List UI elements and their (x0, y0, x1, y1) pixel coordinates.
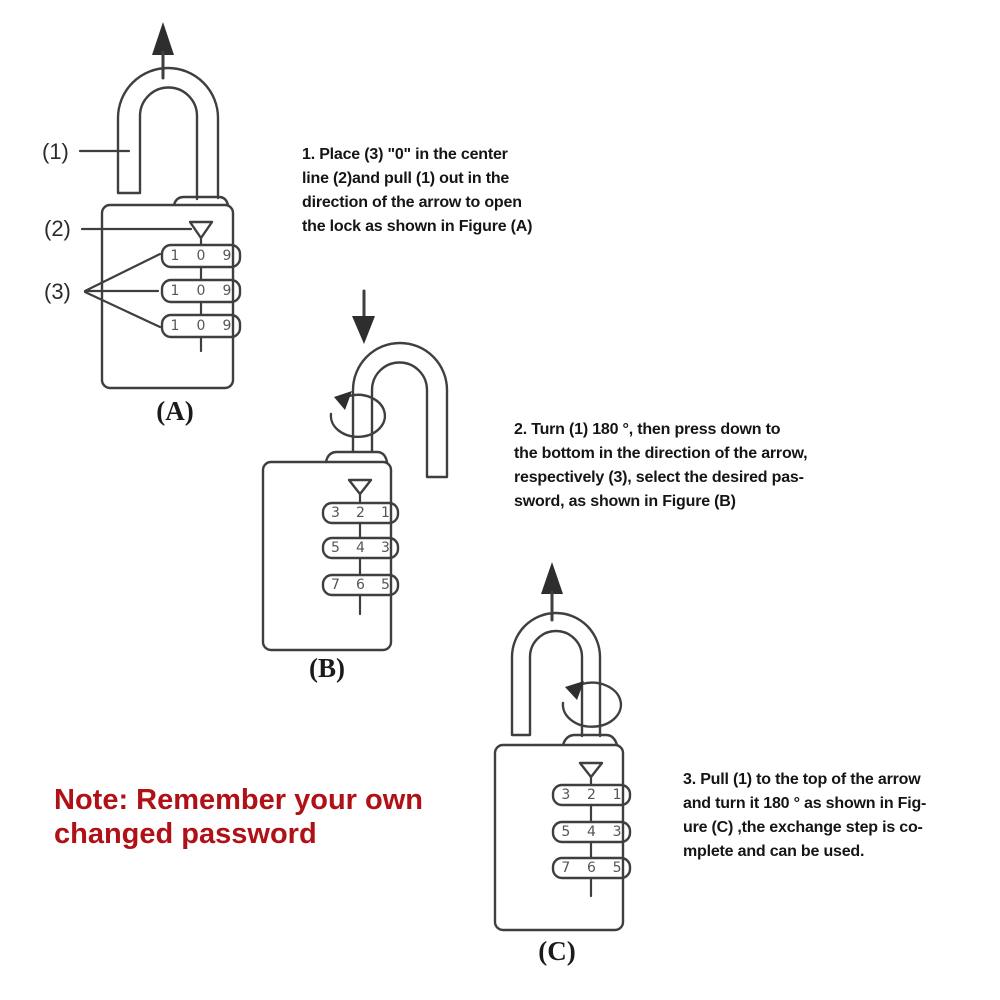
dial-digit: 6 (356, 577, 365, 593)
dial-digit: 5 (331, 540, 340, 556)
step-2-line-1: 2. Turn (1) 180 °, then press down to (514, 421, 781, 438)
dial-digit: 9 (222, 283, 232, 299)
step-2-line-2: the bottom in the direction of the arrow, (514, 445, 808, 462)
dial-digit: 1 (170, 248, 180, 264)
collar-b (326, 452, 387, 462)
note-line-2: changed password (54, 818, 317, 850)
shackle-a (118, 68, 218, 199)
dial-digit: 1 (612, 787, 622, 803)
step-1-text (302, 143, 532, 239)
dial-digit: 3 (331, 505, 340, 521)
index-marker-c (580, 763, 602, 777)
dial-digit: 6 (587, 860, 596, 876)
step-2-text (514, 418, 807, 514)
step-1-line-4: the lock as shown in Figure (A) (302, 218, 533, 235)
dial-digit: 3 (561, 787, 571, 803)
down-arrow-icon (352, 316, 375, 344)
dial-digit: 2 (587, 787, 596, 803)
step-3-line-2: and turn it 180 ° as shown in Fig- (683, 795, 927, 812)
padlock-b-drawing (263, 291, 447, 650)
collar-c (563, 735, 617, 745)
dial-b-1-digits (323, 503, 398, 523)
rotate-arrow-icon-b (334, 391, 352, 410)
dial-a-3-digits (162, 315, 240, 337)
dial-digit: 5 (561, 824, 571, 840)
dial-digit: 5 (381, 577, 390, 593)
step-3-line-1: 3. Pull (1) to the top of the arrow (683, 771, 921, 788)
step-1-line-2: line (2)and pull (1) out in the (302, 170, 510, 187)
dial-digit: 0 (196, 248, 206, 264)
dial-digit: 2 (356, 505, 365, 521)
callout-3-label: (3) (44, 279, 71, 304)
dial-digit: 5 (612, 860, 622, 876)
callout-2-label: (2) (44, 216, 71, 241)
dial-b-2-digits (323, 538, 398, 558)
dial-a-2-digits (162, 280, 240, 302)
step-1-line-3: direction of the arrow to open (302, 194, 522, 211)
dial-b-3-digits (323, 575, 398, 595)
shackle-c (512, 613, 600, 736)
index-marker-a (190, 222, 212, 238)
figure-b-caption: (B) (309, 653, 345, 683)
dial-digit: 4 (587, 824, 596, 840)
step-2-line-3: respectively (3), select the desired pas- (514, 469, 804, 486)
dial-c-2-digits (553, 822, 630, 842)
dial-digit: 7 (561, 860, 571, 876)
dial-digit: 4 (356, 540, 365, 556)
step-3-text (683, 768, 926, 864)
dial-digit: 1 (170, 318, 180, 334)
up-arrow-icon (152, 22, 174, 55)
step-3-line-4: mplete and can be used. (683, 843, 865, 860)
index-marker-b (349, 480, 371, 494)
step-2-line-4: sword, as shown in Figure (B) (514, 493, 736, 510)
figure-a-caption: (A) (156, 396, 194, 426)
leader-lines-3 (85, 254, 160, 327)
note-text (54, 783, 423, 851)
note-line-1: Note: Remember your own (54, 784, 423, 816)
callout-1-label: (1) (42, 139, 69, 164)
dial-digit: 1 (381, 505, 390, 521)
dial-digit: 9 (222, 248, 232, 264)
dial-digit: 0 (196, 283, 206, 299)
step-3-line-3: ure (C) ,the exchange step is co- (683, 819, 923, 836)
dial-c-3-digits (553, 858, 630, 878)
dial-digit: 0 (196, 318, 206, 334)
dial-digit: 1 (170, 283, 180, 299)
up-arrow-icon-c (541, 562, 563, 594)
dial-digit: 7 (331, 577, 340, 593)
dial-c-1-digits (553, 785, 630, 805)
dial-digit: 3 (612, 824, 622, 840)
shackle-b (353, 343, 447, 477)
dial-digit: 9 (222, 318, 232, 334)
dial-digit: 3 (381, 540, 390, 556)
step-1-line-1: 1. Place (3) "0" in the center (302, 146, 508, 163)
dial-a-1-digits (162, 245, 240, 267)
figure-c-caption: (C) (538, 936, 576, 966)
